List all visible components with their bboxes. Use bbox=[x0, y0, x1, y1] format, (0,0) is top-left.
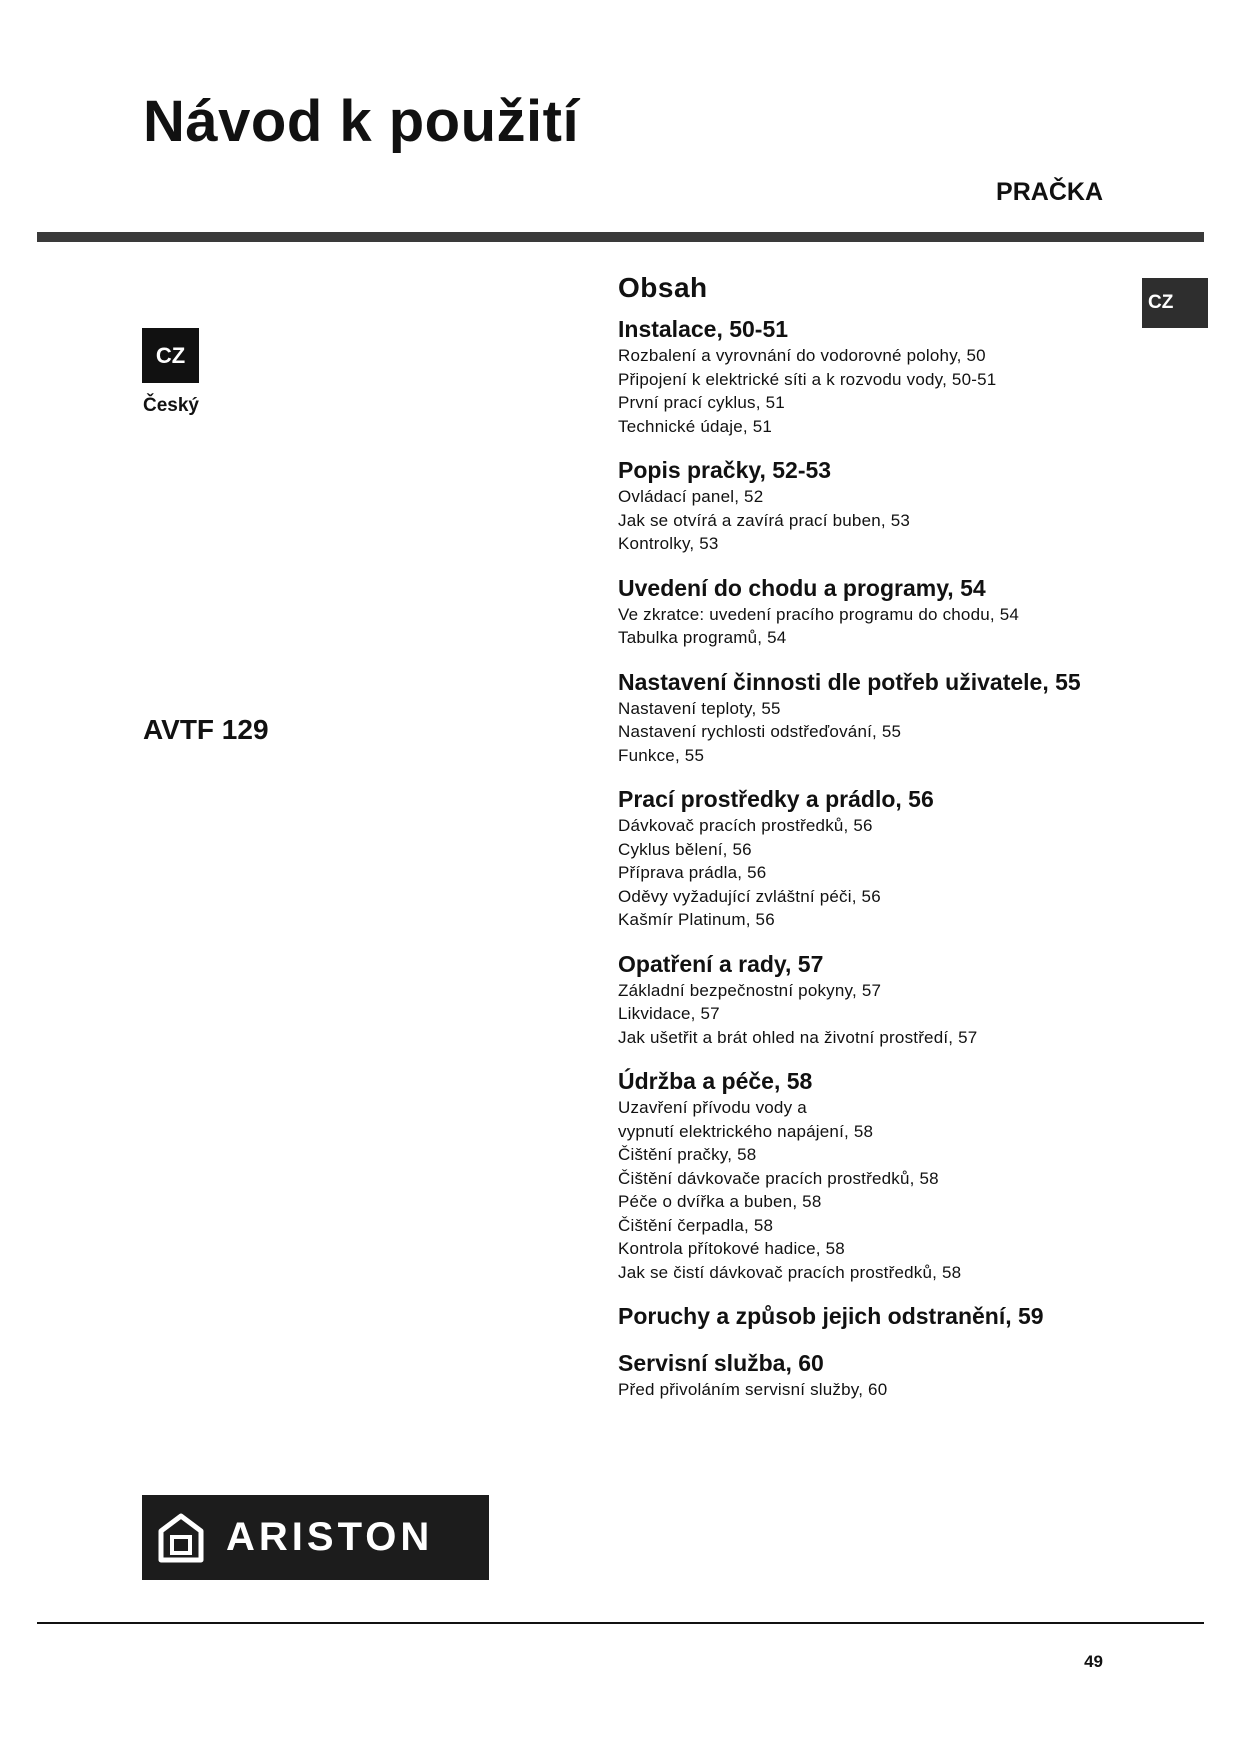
toc-section bbox=[618, 1301, 1118, 1331]
toc-sections bbox=[618, 314, 1118, 1402]
toc-item: První prací cyklus, 51 bbox=[618, 393, 785, 412]
toc-item-list bbox=[618, 485, 1118, 556]
toc-section-title: Prací prostředky a prádlo, 56 bbox=[618, 786, 934, 812]
toc-item: Cyklus bělení, 56 bbox=[618, 839, 752, 859]
toc-section-title: Uvedení do chodu a programy, 54 bbox=[618, 574, 986, 601]
toc-section-title: Opatření a rady, 57 bbox=[618, 950, 824, 977]
toc-item: Nastavení rychlosti odstřeďování, 55 bbox=[618, 722, 902, 741]
toc-item: Čištění čerpadla, 58 bbox=[618, 1215, 774, 1235]
toc-section bbox=[618, 314, 1118, 438]
toc-section bbox=[618, 573, 1118, 650]
toc-item: Čištění pračky, 58 bbox=[618, 1145, 757, 1164]
table-of-contents bbox=[618, 272, 1118, 1419]
toc-item: Připojení k elektrické síti a k rozvodu vody, 50-51 bbox=[618, 369, 997, 389]
toc-section-title: Servisní služba, 60 bbox=[618, 1350, 824, 1376]
top-divider bbox=[37, 232, 1204, 242]
bottom-divider bbox=[37, 1622, 1204, 1624]
toc-item-list bbox=[618, 1096, 1118, 1284]
toc-item: Kontrolky, 53 bbox=[618, 534, 719, 553]
toc-item: Péče o dvířka a buben, 58 bbox=[618, 1192, 822, 1211]
toc-item: Technické údaje, 51 bbox=[618, 416, 773, 436]
toc-section bbox=[618, 1066, 1118, 1284]
toc-item: vypnutí elektrického napájení, 58 bbox=[618, 1121, 874, 1141]
product-type: PRAČKA bbox=[996, 178, 1103, 206]
toc-section-title: Nastavení činnosti dle potřeb uživatele, 55 bbox=[618, 668, 1081, 695]
toc-item: Uzavření přívodu vody a bbox=[618, 1098, 807, 1117]
toc-item: Jak se čistí dávkovač pracích prostředků, 58 bbox=[618, 1262, 962, 1282]
toc-item: Základní bezpečnostní pokyny, 57 bbox=[618, 980, 882, 1000]
toc-item: Rozbalení a vyrovnání do vodorovné polohy, 50 bbox=[618, 346, 986, 365]
language-badge: CZ bbox=[142, 328, 199, 383]
toc-section bbox=[618, 455, 1118, 556]
page-title: Návod k použití bbox=[143, 89, 580, 154]
toc-item: Kašmír Platinum, 56 bbox=[618, 910, 775, 929]
toc-item-list bbox=[618, 814, 1118, 932]
toc-item: Ovládací panel, 52 bbox=[618, 487, 764, 506]
language-side-tab: CZ bbox=[1142, 278, 1208, 328]
toc-item: Likvidace, 57 bbox=[618, 1004, 720, 1023]
toc-item-list bbox=[618, 1378, 1118, 1402]
toc-section-title: Poruchy a způsob jejich odstranění, 59 bbox=[618, 1303, 1044, 1329]
toc-item: Čištění dávkovače pracích prostředků, 58 bbox=[618, 1168, 939, 1188]
toc-section bbox=[618, 784, 1118, 932]
toc-item: Příprava prádla, 56 bbox=[618, 863, 767, 882]
language-name: Český bbox=[143, 395, 199, 416]
toc-section bbox=[618, 949, 1118, 1050]
toc-item: Jak ušetřit a brát ohled na životní prostředí, 57 bbox=[618, 1027, 978, 1047]
toc-item: Ve zkratce: uvedení pracího programu do chodu, 54 bbox=[618, 604, 1020, 624]
toc-section-title: Instalace, 50-51 bbox=[618, 316, 789, 342]
toc-item: Funkce, 55 bbox=[618, 745, 705, 765]
toc-section bbox=[618, 1348, 1118, 1402]
toc-item-list bbox=[618, 979, 1118, 1050]
toc-item-list bbox=[618, 697, 1118, 768]
ariston-logo bbox=[142, 1495, 489, 1580]
toc-heading: Obsah bbox=[618, 272, 708, 303]
toc-section-title: Popis pračky, 52-53 bbox=[618, 457, 832, 483]
toc-item: Před přivoláním servisní služby, 60 bbox=[618, 1380, 888, 1399]
toc-item: Kontrola přítokové hadice, 58 bbox=[618, 1239, 845, 1258]
toc-item: Jak se otvírá a zavírá prací buben, 53 bbox=[618, 510, 911, 530]
toc-item: Oděvy vyžadující zvláštní péči, 56 bbox=[618, 886, 881, 906]
toc-section bbox=[618, 667, 1118, 768]
toc-item: Tabulka programů, 54 bbox=[618, 628, 787, 647]
house-icon bbox=[158, 1513, 204, 1563]
toc-item: Nastavení teploty, 55 bbox=[618, 698, 781, 718]
toc-section-title: Údržba a péče, 58 bbox=[618, 1068, 813, 1094]
model-number: AVTF 129 bbox=[143, 714, 269, 745]
toc-item: Dávkovač pracích prostředků, 56 bbox=[618, 816, 873, 835]
page-number: 49 bbox=[1084, 1652, 1103, 1671]
logo-text: ARISTON bbox=[226, 1515, 434, 1559]
toc-item-list bbox=[618, 603, 1118, 650]
toc-item-list bbox=[618, 344, 1118, 438]
